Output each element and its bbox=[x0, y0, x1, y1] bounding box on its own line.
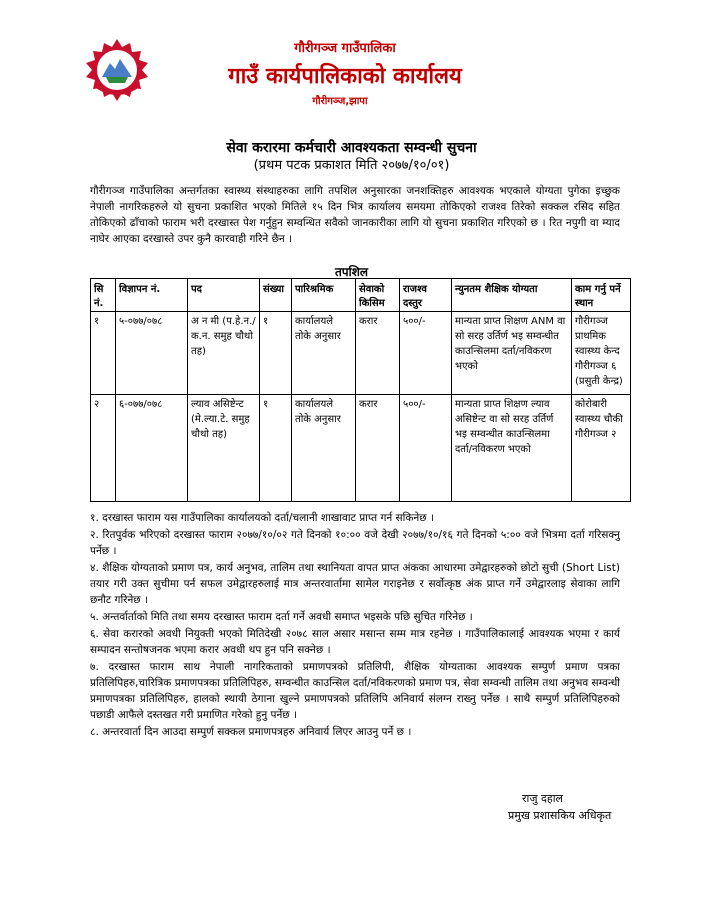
cell-count: १ bbox=[260, 395, 292, 502]
notice-intro: गौरीगञ्ज गाउँपालिका अन्तर्गतका स्वास्थ्य संस्थाहरुका लागि तपशिल अनुसारका जनशक्तिहरु आवश्यक भएकाले योग्यता पुगेका इच्छुक नेपाली नागरिकहरुले यो सुचना प्रकाशित भएको मितिले १५ दिन भित्र कार्यालय समयमा तोकिएको राजश्व तिरेको सक्कल रसिद सहित तोकिएको ढाँचाको फाराम भरी दरखास्त पेश गर्नुहुन सम्वन्धित सवैको जानकारीका लागि यो सुचना प्रकाशित गरिएको छ । रित नपुगी वा म्याद नाघेर आएका दरखास्ते उपर कुनै कारवाही गरिने छैन । bbox=[90, 185, 620, 245]
col-fee: राजश्व दस्तुर bbox=[400, 279, 452, 312]
list-item: ४. शैक्षिक योग्यताको प्रमाण पत्र, कार्य अनुभव, तालिम तथा स्थानियता वापत प्राप्त अंकका आधारमा उमेद्वारहरुको छोटो सुची (Short List) तयार गरी उक्त सुचीमा पर्न सफल उमेद्वारहरुलाई मात्र अन्तरवार्तामा सामेल गराइनेछ र सर्वोत्कृष्ठ अंक प्राप्त गर्ने उमेद्वारलाइ सेवाका लागि छनौट गरिनेछ । bbox=[90, 562, 620, 606]
list-item: ८. अन्तरवार्ता दिन आउदा सम्पुर्ण सक्कल प्रमाणपत्रहरु अनिवार्य लिएर आउनु पर्ने छ । bbox=[90, 726, 412, 738]
col-workplace: काम गर्नु पर्ने स्थान bbox=[572, 279, 631, 312]
list-item: २. रितपुर्वक भरिएको दरखास्त फाराम २०७७/१०/०२ गते दिनको १०:०० वजे देखी २०७७/१०/१६ गते दिनको ५:०० वजे भित्रमा दर्ता गरिसक्नु पर्नेछ । bbox=[90, 529, 620, 557]
table-row bbox=[91, 395, 631, 502]
cell-salary: कार्यालयले तोके अनुसार bbox=[292, 312, 356, 395]
cell-post: ल्याव असिष्टेन्ट (मे.ल्या.टे. समुह चौथो तह) bbox=[188, 395, 260, 502]
table-header-row bbox=[91, 279, 631, 312]
cell-workplace: गौरीगञ्ज प्राथमिक स्वास्थ्य केन्द गौरीगञ्ज ६ (प्रसुती केन्द्र) bbox=[572, 312, 631, 395]
cell-qualification: मान्यता प्राप्त शिक्षण ल्याव असिष्टेन्ट वा सो सरह उर्तिर्ण भइ सम्वन्धीत काउन्सिलमा दर्ता/नविकरण भएको bbox=[452, 395, 572, 502]
list-item: ६. सेवा करारको अवधी नियुक्ती भएको मितिदेखी २०७८ साल असार मसान्त सम्म मात्र रहनेछ । गाउँपालिकालाई आवश्यक भएमा र कार्य सम्पादन सन्तोषजनक भएमा करार अवधी थप हुन पनि सक्नेछ । bbox=[90, 628, 620, 656]
cell-serial: १ bbox=[91, 312, 116, 395]
list-item: १. दरखास्त फाराम यस गाउँपालिका कार्यालयको दर्ता/चलानी शाखावाट प्राप्त गर्न सकिनेछ । bbox=[90, 512, 434, 524]
government-emblem-icon bbox=[80, 35, 154, 105]
col-service-type: सेवाको किसिम bbox=[356, 279, 400, 312]
list-item: ७. दरखास्त फाराम साथ नेपाली नागरिकताको प्रमाणपत्रको प्रतिलिपी, शैक्षिक योग्यताका आवश्यक सम्पुर्ण प्रमाण पत्रका प्रतिलिपिहरु,चारित्रिक प्रमाणपत्रका प्रतिलिपिहरु, सम्वन्धीत काउन्सिल दर्ता/नविकरणको प्रमाण पत्र, सेवा सम्वन्धी तालिम तथा अनुभव सम्वन्धी प्रमाणपत्रका प्रतिलिपिहरु, हालको स्थायी ठेगाना खुल्ने प्रमाणपत्रको प्रतिलिपि अनिवार्य संलग्न राख्नु पर्नेछ । साथै सम्पुर्ण प्रतिलिपिहरुको पछाडी आफैले दस्तखत गरी प्रमाणित गरेको हुनु पर्नेछ । bbox=[90, 661, 620, 721]
col-qualification: न्युनतम शैक्षिक योग्यता bbox=[452, 279, 572, 312]
cell-fee: ५००/- bbox=[400, 312, 452, 395]
cell-service-type: करार bbox=[356, 395, 400, 502]
cell-count: १ bbox=[260, 312, 292, 395]
notice-title: सेवा करारमा कर्मचारी आवश्यकता सम्वन्धी सुचना bbox=[226, 140, 477, 156]
cell-ad-number: ६-०७७/०७८ bbox=[116, 395, 188, 502]
municipality-name: गौरीगञ्ज गाउँपालिका bbox=[294, 41, 396, 56]
office-address: गौरीगञ्ज,झापा bbox=[312, 96, 368, 107]
office-name: गाउँ कार्यपालिकाको कार्यालय bbox=[228, 64, 462, 89]
col-count: संख्या bbox=[260, 279, 292, 312]
notes-list bbox=[90, 510, 620, 741]
notice-published-date: (प्रथम पटक प्रकाशत मिति २०७७/१०/०१) bbox=[253, 158, 450, 173]
cell-fee: ५००/- bbox=[400, 395, 452, 502]
cell-salary: कार्यालयले तोके अनुसार bbox=[292, 395, 356, 502]
signatory-name: राजु दहाल bbox=[522, 792, 563, 805]
cell-qualification: मान्यता प्राप्त शिक्षण ANM वा सो सरह उर्तिर्ण भइ सम्वन्धीत काउन्सिलमा दर्ता/नविकरण भएको bbox=[452, 312, 572, 395]
table-row bbox=[91, 312, 631, 395]
col-salary: पारिश्रमिक bbox=[292, 279, 356, 312]
cell-serial: २ bbox=[91, 395, 116, 502]
cell-ad-number: ५-०७७/०७८ bbox=[116, 312, 188, 395]
signatory-designation: प्रमुख प्रशासकिय अधिकृत bbox=[508, 809, 612, 822]
col-ad-number: विज्ञापन नं. bbox=[116, 279, 188, 312]
col-serial: सि नं. bbox=[91, 279, 116, 312]
cell-post: अ न मी (प.हे.न./क.न. समुह चौथो तह) bbox=[188, 312, 260, 395]
table-caption: तपशिल bbox=[334, 265, 369, 279]
list-item: ५. अन्तर्वार्ताको मिति तथा समय दरखास्त फाराम दर्ता गर्ने अवधी समाप्त भइसके पछि सुचित गरिनेछ । bbox=[90, 611, 473, 623]
vacancy-table bbox=[90, 278, 631, 502]
cell-service-type: करार bbox=[356, 312, 400, 395]
cell-workplace: कोरोबारी स्वास्थ्य चौकी गौरीगञ्ज २ bbox=[572, 395, 631, 502]
col-post: पद bbox=[188, 279, 260, 312]
